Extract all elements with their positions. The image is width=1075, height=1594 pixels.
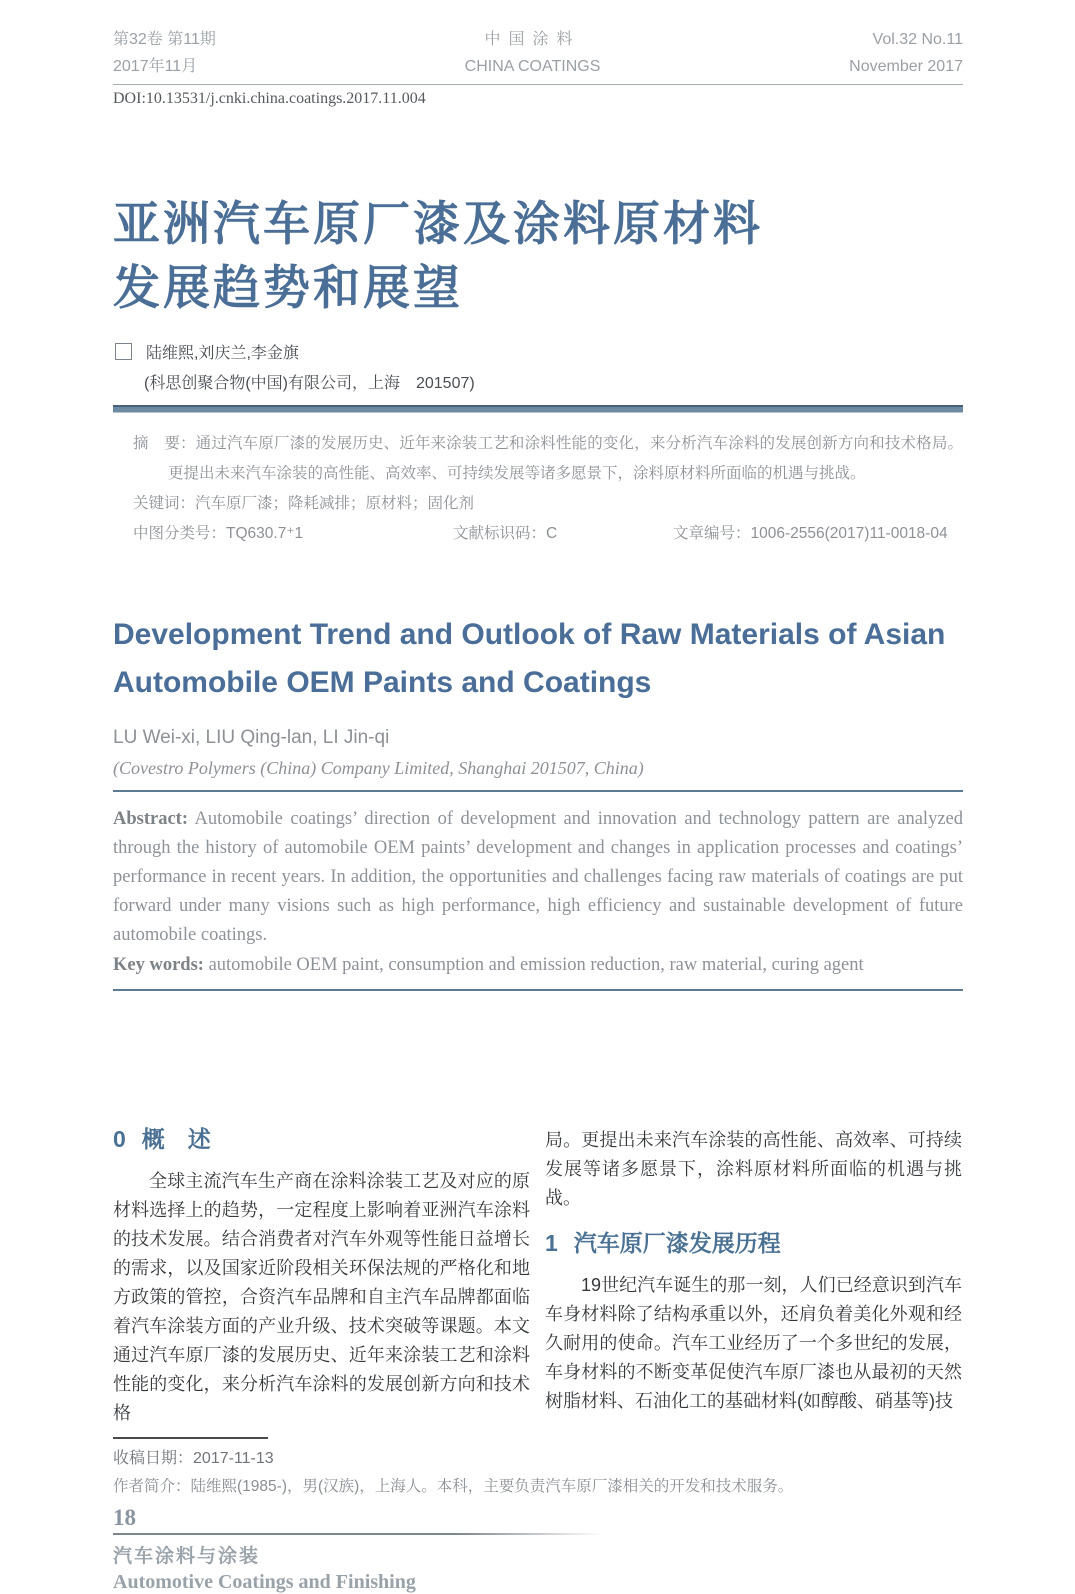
journal-name-cn: 中国涂料 <box>484 31 581 48</box>
clc-value: TQ630.7⁺1 <box>226 525 304 542</box>
keywords-text-en: automobile OEM paint, consumption and emission reduction, raw material, curing agent <box>203 955 864 975</box>
authors-row-cn <box>113 340 963 363</box>
article-id-label: 文章编号： <box>673 525 751 542</box>
date-en: November 2017 <box>849 58 963 75</box>
date-cn: 2017年11月 <box>113 58 198 75</box>
column-title-cn: 汽车涂料与涂装 <box>113 1546 261 1567</box>
classification-row <box>133 519 963 549</box>
author-marker-icon <box>115 343 132 360</box>
footnote <box>113 1437 963 1496</box>
doc-code-item <box>453 519 673 549</box>
section-heading-1 <box>545 1230 962 1256</box>
section-0-continuation: 局。更提出未来汽车涂装的高性能、高效率、可持续发展等诸多愿景下，涂料原材料所面临的机遇与挑战。 <box>545 1130 962 1208</box>
column-title-en: Automotive Coatings and Finishing <box>113 1571 416 1593</box>
abstract-label-cn: 摘 要： <box>133 435 196 452</box>
volume-issue-cn: 第32卷 第11期 <box>113 31 216 48</box>
title-divider <box>113 405 963 413</box>
authors-en: LU Wei-xi, LIU Qing-lan, LI Jin-qi <box>113 727 390 748</box>
section-number-1: 1 <box>545 1230 558 1256</box>
section-title-0: 概 述 <box>141 1126 211 1152</box>
footer-divider <box>113 1533 603 1535</box>
doc-code-label: 文献标识码： <box>453 525 547 542</box>
journal-header-right <box>849 26 963 80</box>
section-heading-0 <box>113 1126 530 1152</box>
doc-code-value: C <box>546 525 558 542</box>
journal-header-left <box>113 26 216 80</box>
article-title-en: Development Trend and Outlook of Raw Materials of Asian Automobile OEM Paints and Coatings <box>113 618 946 699</box>
bio-text: 陆维熙(1985-)，男(汉族)，上海人。本科，主要负责汽车原厂漆相关的开发和技术服务。 <box>190 1478 794 1495</box>
article-id-value: 1006-2556(2017)11-0018-04 <box>750 525 948 542</box>
page-number: 18 <box>113 1505 136 1530</box>
keywords-en <box>113 951 963 980</box>
abstract-text-en: Automobile coatings’ direction of development and innovation and technology pattern are analyzed through the history of automobile OEM paints’ development and changes in application processes and coatings’ performance in recent years. In addition, the opportunities and challenges facing raw materials of coatings are put forward under many visions such as high performance, high efficiency and sustainable development of future automobile coatings. <box>113 809 963 945</box>
abstract-en <box>113 805 963 950</box>
clc-label: 中图分类号： <box>133 525 227 542</box>
keywords-text-cn: 汽车原厂漆；降耗减排；原材料；固化剂 <box>195 495 475 512</box>
journal-header-center <box>465 26 601 80</box>
article-title-cn-line2: 发展趋势和展望 <box>113 261 463 314</box>
article-title-cn <box>113 192 963 320</box>
keywords-label-cn: 关键词： <box>133 495 196 512</box>
keywords-cn <box>133 489 963 519</box>
body-column-right <box>545 1126 962 1428</box>
volume-issue-en: Vol.32 No.11 <box>872 31 963 48</box>
section-number-0: 0 <box>113 1126 126 1152</box>
clc-item <box>133 519 453 549</box>
journal-name-en: CHINA COATINGS <box>464 58 601 75</box>
body-columns <box>113 1126 963 1428</box>
received-date-line <box>113 1445 963 1468</box>
section-0-paragraph: 全球主流汽车生产商在涂料涂装工艺及对应的原材料选择上的趋势，一定程度上影响着亚洲汽车涂料的技术发展。结合消费者对汽车外观等性能日益增长的需求，以及国家近阶段相关环保法规的严格化和地方政策的管控，合资汽车品牌和自主汽车品牌都面临着汽车涂装方面的产业升级、技术突破等课题。本文通过汽车原厂漆的发展历史、近年来涂装工艺和涂料性能的变化，来分析汽车涂料的发展创新方向和技术格 <box>113 1171 530 1423</box>
abstract-divider-bottom <box>113 989 963 991</box>
footnote-divider <box>113 1437 268 1439</box>
section-title-1: 汽车原厂漆发展历程 <box>573 1230 781 1256</box>
journal-header <box>113 0 963 80</box>
abstract-cn <box>133 429 963 489</box>
body-column-left <box>113 1126 530 1428</box>
abstract-block-en <box>113 805 963 980</box>
doi-text: DOI:10.13531/j.cnki.china.coatings.2017.11.004 <box>113 90 426 107</box>
article-title-cn-line1: 亚洲汽车原厂漆及涂料原材料 <box>113 197 763 250</box>
bio-label: 作者简介： <box>113 1478 191 1495</box>
received-value: 2017-11-13 <box>193 1450 274 1467</box>
header-divider <box>113 84 963 85</box>
author-bio-line <box>113 1474 963 1496</box>
abstract-block-cn <box>113 429 963 549</box>
abstract-label-en: Abstract: <box>113 809 189 829</box>
affiliation-en: (Covestro Polymers (China) Company Limited, Shanghai 201507, China) <box>113 758 644 778</box>
affiliation-cn: (科思创聚合物(中国)有限公司，上海 201507) <box>144 375 475 392</box>
abstract-divider-top <box>113 790 963 792</box>
keywords-label-en: Key words: <box>113 955 204 975</box>
article-id-item <box>673 519 963 549</box>
received-label: 收稿日期： <box>113 1450 194 1467</box>
abstract-text-cn: 通过汽车原厂漆的发展历史、近年来涂装工艺和涂料性能的变化，来分析汽车涂料的发展创新方向和技术格局。更提出未来汽车涂装的高性能、高效率、可持续发展等诸多愿景下，涂料原材料所面临的机遇与挑战。 <box>168 435 963 482</box>
section-1-paragraph: 19世纪汽车诞生的那一刻，人们已经意识到汽车车身材料除了结构承重以外，还肩负着美化外观和经久耐用的使命。汽车工业经历了一个多世纪的发展，车身材料的不断变革促使汽车原厂漆也从最初的天然树脂材料、石油化工的基础材料(如醇酸、硝基等)技 <box>545 1275 962 1411</box>
authors-cn: 陆维熙,刘庆兰,李金旗 <box>146 345 299 362</box>
